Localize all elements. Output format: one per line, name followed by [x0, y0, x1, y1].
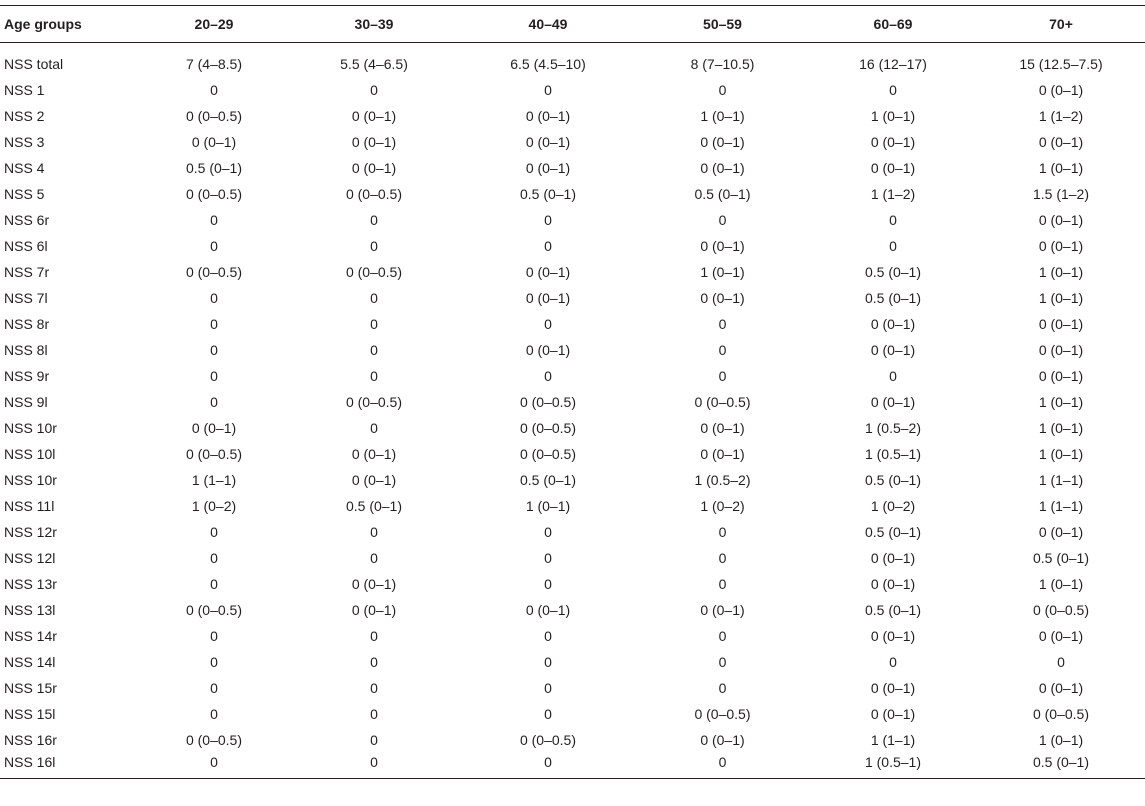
table-row: [0, 311, 1145, 337]
row-label: NSS 10r: [4, 471, 57, 488]
table-cell: 0 (0–1): [351, 107, 397, 124]
table-cell: 0: [544, 627, 552, 644]
table-cell: 0 (0–1): [525, 601, 571, 618]
table-cell: 0: [544, 211, 552, 228]
table-row: [0, 259, 1145, 285]
table-cell: 0.5 (0–1): [1032, 549, 1090, 566]
table-cell: 0: [370, 523, 378, 540]
table-cell: 0.5 (0–1): [864, 263, 922, 280]
row-label: NSS 13r: [4, 575, 57, 592]
table-cell: 0 (0–0.5): [1032, 705, 1090, 722]
table-cell: 0 (0–1): [700, 731, 745, 748]
table-cell: 1 (0–1): [1038, 419, 1084, 436]
table-cell: 0: [210, 575, 218, 592]
table-row: [0, 623, 1145, 649]
table-cell: 0 (0–0.5): [185, 445, 243, 462]
table-cell: 0 (0–0.5): [345, 263, 403, 280]
table-cell: 0.5 (0–1): [185, 159, 243, 176]
row-label: NSS 12r: [4, 523, 57, 540]
table-cell: 1 (0–2): [700, 497, 745, 514]
table-cell: 0 (0–0.5): [519, 445, 577, 462]
row-label: NSS 14r: [4, 627, 57, 644]
table-cell: 0.5 (0–1): [864, 601, 922, 618]
table-cell: 0: [544, 315, 552, 332]
table-cell: 0 (0–1): [525, 107, 571, 124]
table-row: [0, 51, 1145, 77]
table-cell: 7 (4–8.5): [185, 55, 243, 72]
table-cell: 0: [544, 754, 552, 771]
table-cell: 0: [544, 575, 552, 592]
table-cell: 5.5 (4–6.5): [340, 55, 408, 72]
table-cell: 0 (0–1): [870, 133, 916, 150]
table-cell: 0 (0–1): [1038, 211, 1084, 228]
table-cell: 0: [370, 627, 378, 644]
table-cell: 0: [370, 679, 378, 696]
table-row: [0, 493, 1145, 519]
table-cell: 0 (0–1): [1038, 315, 1084, 332]
table-row: [0, 727, 1145, 753]
table-cell: 0: [1057, 653, 1065, 670]
table-cell: 0: [718, 523, 727, 540]
table-cell: 0: [210, 237, 218, 254]
table-cell: 0: [370, 237, 378, 254]
table-cell: 0 (0–0.5): [694, 705, 751, 722]
table-cell: 0.5 (0–1): [345, 497, 403, 514]
table-row: [0, 285, 1145, 311]
table-cell: 0: [889, 237, 897, 254]
table-cell: 0 (0–1): [351, 445, 397, 462]
table-cell: 1 (1–1): [1038, 497, 1084, 514]
table-cell: 0 (0–0.5): [185, 601, 243, 618]
table-cell: 0 (0–1): [870, 549, 916, 566]
table-row: [0, 571, 1145, 597]
table-row: [0, 701, 1145, 727]
table-cell: 0 (0–1): [525, 289, 571, 306]
table-cell: 0 (0–1): [351, 159, 397, 176]
table-cell: 6.5 (4.5–10): [510, 55, 586, 72]
table-row: [0, 181, 1145, 207]
table-cell: 0: [718, 315, 727, 332]
table-cell: 1 (0–1): [1038, 445, 1084, 462]
table-cell: 0 (0–1): [1038, 627, 1084, 644]
table-cell: 1 (0–1): [700, 107, 745, 124]
table-row: [0, 753, 1145, 779]
table-row: [0, 597, 1145, 623]
header-age-group-col: 40–49: [528, 16, 568, 32]
row-label: NSS 6l: [4, 237, 48, 254]
table-cell: 0 (0–1): [191, 133, 237, 150]
table-cell: 1 (0–1): [1038, 263, 1084, 280]
row-label: NSS 2: [4, 107, 45, 124]
table-cell: 1 (1–1): [1038, 471, 1084, 488]
table-cell: 0 (0–0.5): [345, 185, 403, 202]
row-label: NSS 10l: [4, 445, 56, 462]
table-cell: 0: [370, 754, 378, 771]
table-cell: 0: [370, 367, 378, 384]
row-label: NSS 16l: [4, 754, 56, 771]
table-cell: 0: [718, 754, 727, 771]
table-body: [0, 43, 1145, 779]
table-row: [0, 675, 1145, 701]
table-cell: 0: [370, 731, 378, 748]
table-cell: 0: [544, 81, 552, 98]
header-age-group-col: 30–39: [354, 16, 394, 32]
table-row: [0, 415, 1145, 441]
table-cell: 0 (0–1): [870, 679, 916, 696]
table-cell: 0: [718, 575, 727, 592]
table-cell: 1 (0–1): [700, 263, 745, 280]
row-label: NSS 5: [4, 185, 45, 202]
table-cell: 0: [544, 237, 552, 254]
table-row: [0, 207, 1145, 233]
table-cell: 0: [544, 653, 552, 670]
table-cell: 0 (0–1): [1038, 133, 1084, 150]
table-cell: 0 (0–0.5): [694, 393, 751, 410]
table-cell: 0 (0–1): [700, 419, 745, 436]
table-cell: 1 (0–2): [870, 497, 916, 514]
table-cell: 1 (0.5–2): [864, 419, 922, 436]
table-cell: 0: [889, 81, 897, 98]
table-cell: 0: [718, 549, 727, 566]
row-label: NSS 1: [4, 81, 45, 98]
table-cell: 0: [544, 679, 552, 696]
table-cell: 1 (1–2): [1038, 107, 1084, 124]
table-cell: 0: [889, 211, 897, 228]
table-cell: 0 (0–1): [870, 393, 916, 410]
table-cell: 0: [370, 549, 378, 566]
table-cell: 0: [210, 523, 218, 540]
table-cell: 0 (0–0.5): [185, 263, 243, 280]
header-age-group-col: 50–59: [703, 16, 742, 32]
table-cell: 16 (12–17): [859, 55, 927, 72]
table-cell: 0: [718, 367, 727, 384]
table-cell: 1 (0–1): [1038, 289, 1084, 306]
table-cell: 0 (0–1): [700, 445, 745, 462]
row-label: NSS 15r: [4, 679, 57, 696]
table-cell: 1 (0.5–1): [864, 445, 922, 462]
table-cell: 0: [544, 705, 552, 722]
table-cell: 0 (0–1): [700, 237, 745, 254]
table-cell: 0 (0–1): [1038, 679, 1084, 696]
table-row: [0, 103, 1145, 129]
table-cell: 0.5 (0–1): [519, 471, 577, 488]
table-cell: 1 (0–1): [1038, 575, 1084, 592]
table-cell: 0 (0–1): [525, 263, 571, 280]
table-cell: 0: [718, 679, 727, 696]
table-cell: 0: [210, 679, 218, 696]
row-label: NSS 15l: [4, 705, 56, 722]
row-label: NSS total: [4, 55, 64, 72]
table-cell: 1 (1–1): [191, 471, 237, 488]
table-cell: 0: [210, 393, 218, 410]
table-cell: 0: [889, 653, 897, 670]
table-cell: 0: [370, 653, 378, 670]
table-cell: 0: [718, 341, 727, 358]
table-cell: 0: [210, 315, 218, 332]
table-cell: 0: [210, 627, 218, 644]
table-cell: 0: [718, 627, 727, 644]
row-label: NSS 7r: [4, 263, 50, 280]
table-cell: 0.5 (0–1): [519, 185, 577, 202]
table-row: [0, 519, 1145, 545]
table-cell: 8 (7–10.5): [690, 55, 755, 72]
header-row: [0, 6, 1145, 43]
table-cell: 0 (0–1): [870, 341, 916, 358]
table-cell: 0 (0–1): [870, 575, 916, 592]
row-label: NSS 11l: [4, 497, 55, 514]
table-cell: 1 (1–2): [870, 185, 916, 202]
table-cell: 0.5 (0–1): [1032, 754, 1090, 771]
table-cell: 0 (0–1): [700, 601, 745, 618]
row-label: NSS 16r: [4, 731, 57, 748]
table-cell: 0: [370, 705, 378, 722]
table-cell: 1 (0–1): [1038, 159, 1084, 176]
table-cell: 0 (0–1): [700, 159, 745, 176]
table-cell: 0 (0–1): [351, 601, 397, 618]
table-cell: 0 (0–0.5): [519, 393, 577, 410]
table-cell: 0 (0–1): [191, 419, 237, 436]
table-cell: 0: [370, 211, 378, 228]
table-cell: 0: [718, 653, 727, 670]
table-cell: 0 (0–1): [870, 159, 916, 176]
table-cell: 0 (0–1): [351, 575, 397, 592]
table-row: [0, 363, 1145, 389]
table-cell: 0 (0–1): [1038, 367, 1084, 384]
spacer-row: [0, 43, 1145, 51]
table-cell: 0.5 (0–1): [864, 523, 922, 540]
row-label: NSS 9l: [4, 393, 48, 410]
table-row: [0, 129, 1145, 155]
table-row: [0, 389, 1145, 415]
table-cell: 0: [210, 341, 218, 358]
table-cell: 0 (0–1): [870, 627, 916, 644]
table-cell: 0: [210, 653, 218, 670]
table-cell: 0: [370, 289, 378, 306]
table-cell: 0.5 (0–1): [694, 185, 751, 202]
table-row: [0, 77, 1145, 103]
table-cell: 0: [370, 315, 378, 332]
table-cell: 0 (0–1): [870, 315, 916, 332]
table-cell: 1 (0–2): [191, 497, 237, 514]
table-cell: 1 (0.5–2): [694, 471, 751, 488]
table-cell: 0 (0–1): [1038, 523, 1084, 540]
table-cell: 0 (0–0.5): [1032, 601, 1090, 618]
row-label: NSS 8r: [4, 315, 50, 332]
table-cell: 0 (0–1): [1038, 81, 1084, 98]
table-cell: 0 (0–1): [525, 341, 571, 358]
table-row: [0, 545, 1145, 571]
table-cell: 0: [210, 81, 218, 98]
table-row: [0, 337, 1145, 363]
header-age-group-col: 20–29: [194, 16, 234, 32]
header-age-groups: Age groups: [4, 16, 82, 32]
table-cell: 0: [210, 211, 218, 228]
row-label: NSS 3: [4, 133, 45, 150]
row-label: NSS 13l: [4, 601, 56, 618]
table-cell: 0 (0–1): [351, 471, 397, 488]
table-cell: 0: [210, 289, 218, 306]
table-cell: 0 (0–1): [525, 159, 571, 176]
table-cell: 0 (0–1): [525, 133, 571, 150]
table-cell: 0 (0–0.5): [185, 107, 243, 124]
table-cell: 0 (0–1): [1038, 341, 1084, 358]
table-cell: 0.5 (0–1): [864, 471, 922, 488]
table-cell: 0 (0–1): [700, 133, 745, 150]
row-label: NSS 12l: [4, 549, 56, 566]
table-cell: 0: [544, 549, 552, 566]
row-label: NSS 7l: [4, 289, 48, 306]
table-cell: 0 (0–0.5): [519, 731, 577, 748]
table-cell: 0: [718, 211, 727, 228]
row-label: NSS 4: [4, 159, 45, 176]
table-cell: 0 (0–1): [351, 133, 397, 150]
header-age-group-col: 60–69: [873, 16, 913, 32]
row-label: NSS 8l: [4, 341, 48, 358]
nss-age-group-table: [0, 5, 1145, 779]
table-row: [0, 467, 1145, 493]
table-row: [0, 441, 1145, 467]
header-age-group-col: 70+: [1049, 16, 1073, 32]
table-cell: 0 (0–0.5): [519, 419, 577, 436]
row-label: NSS 14l: [4, 653, 56, 670]
row-label: NSS 6r: [4, 211, 50, 228]
table-cell: 15 (12.5–7.5): [1019, 55, 1103, 72]
table-header: [0, 6, 1145, 43]
table-cell: 0 (0–1): [1038, 237, 1084, 254]
table-cell: 1 (1–1): [870, 731, 916, 748]
table-cell: 0 (0–1): [700, 289, 745, 306]
table-cell: 0: [370, 81, 378, 98]
table-cell: 0 (0–0.5): [185, 185, 243, 202]
table-cell: 0: [210, 367, 218, 384]
table-cell: 1 (0–1): [1038, 731, 1084, 748]
table-cell: 0: [544, 367, 552, 384]
table-cell: 0: [544, 523, 552, 540]
table-cell: 0: [370, 341, 378, 358]
row-label: NSS 9r: [4, 367, 50, 384]
table-cell: 0 (0–1): [870, 705, 916, 722]
table-cell: 0: [210, 549, 218, 566]
table-cell: 0: [210, 705, 218, 722]
table-cell: 0: [210, 754, 218, 771]
table-cell: 1 (0–1): [1038, 393, 1084, 410]
table-cell: 0.5 (0–1): [864, 289, 922, 306]
table-row: [0, 155, 1145, 181]
table-cell: 1 (0–1): [870, 107, 916, 124]
table-cell: 0 (0–0.5): [345, 393, 403, 410]
table-cell: 1.5 (1–2): [1032, 185, 1090, 202]
table-cell: 0: [718, 81, 727, 98]
row-label: NSS 10r: [4, 419, 57, 436]
table-cell: 0 (0–0.5): [185, 731, 243, 748]
table-cell: 1 (0–1): [525, 497, 571, 514]
table-cell: 1 (0.5–1): [864, 754, 922, 771]
table-cell: 0: [889, 367, 897, 384]
table-row: [0, 233, 1145, 259]
table-row: [0, 649, 1145, 675]
table-cell: 0: [370, 419, 378, 436]
